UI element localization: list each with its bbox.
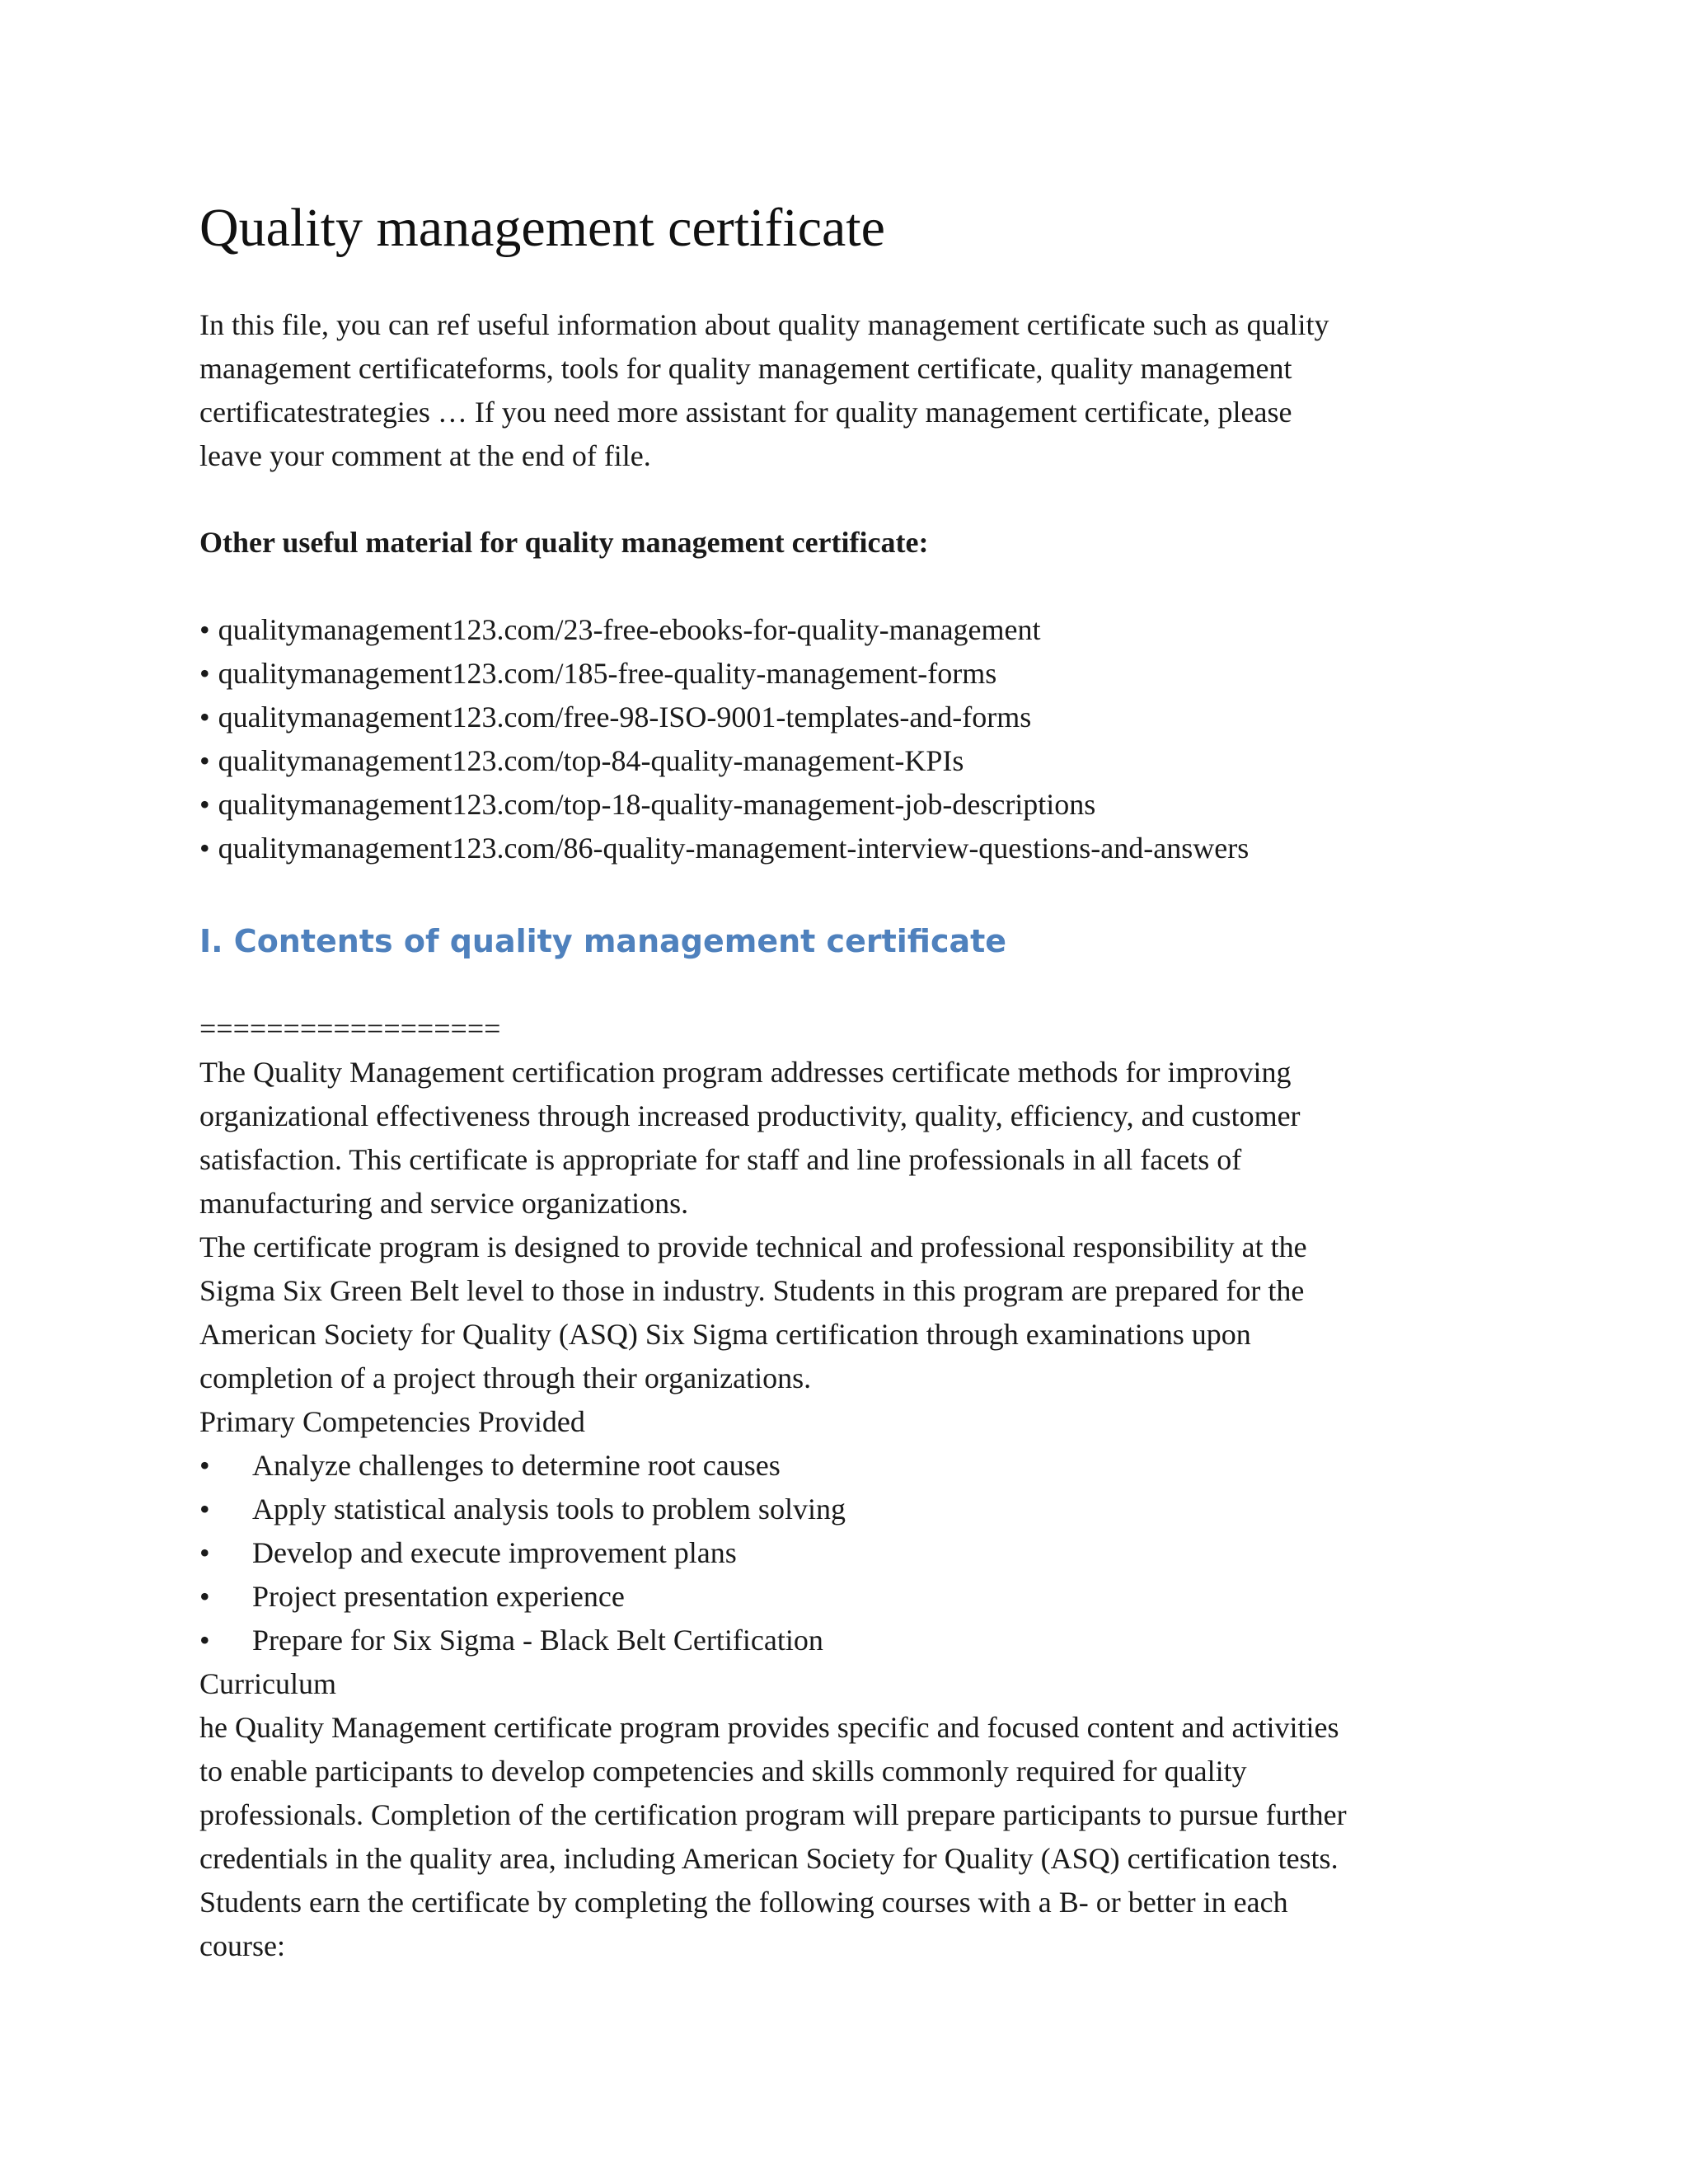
bullet-icon: • — [199, 788, 210, 821]
bullet-icon: • — [199, 701, 210, 733]
paragraph-line: he Quality Management certificate program provides specific and focused content and activities — [199, 1711, 1339, 1744]
intro-line: In this file, you can ref useful information about quality management certificate such as quality — [199, 308, 1329, 341]
competency-text: Project presentation experience — [252, 1580, 625, 1613]
resource-link-text[interactable]: qualitymanagement123.com/top-84-quality-management-KPIs — [218, 744, 964, 777]
paragraph-line: The Quality Management certification program addresses certificate methods for improving — [199, 1056, 1292, 1089]
resource-link-item[interactable] — [199, 827, 1518, 870]
bullet-icon: • — [199, 657, 210, 690]
resource-link-text[interactable]: qualitymanagement123.com/86-quality-management-interview-questions-and-answers — [218, 832, 1250, 865]
resource-link-item[interactable] — [199, 696, 1518, 739]
curriculum-heading-text: Curriculum — [199, 1667, 336, 1700]
competency-item — [199, 1488, 1518, 1531]
resource-link-text[interactable]: qualitymanagement123.com/top-18-quality-management-job-descriptions — [218, 788, 1096, 821]
competency-list — [199, 1444, 1518, 1662]
resource-link-item[interactable] — [199, 739, 1518, 783]
bullet-icon: • — [199, 1493, 210, 1526]
bullet-icon: • — [199, 832, 210, 865]
curriculum-heading — [199, 1662, 1518, 1706]
competencies-heading-text: Primary Competencies Provided — [199, 1405, 585, 1438]
paragraph-line: Students earn the certificate by completing the following courses with a B- or better in each — [199, 1886, 1288, 1919]
bullet-icon: • — [199, 1580, 210, 1613]
competency-text: Develop and execute improvement plans — [252, 1536, 737, 1569]
paragraph-line: professionals. Completion of the certification program will prepare participants to pursue further — [199, 1798, 1347, 1831]
bullet-icon: • — [199, 1624, 210, 1657]
bullet-icon: • — [199, 1536, 210, 1569]
other-material-heading: Other useful material for quality management certificate: — [199, 526, 929, 559]
paragraph-line: organizational effectiveness through increased productivity, quality, efficiency, and customer — [199, 1099, 1301, 1132]
resource-link-text[interactable]: qualitymanagement123.com/free-98-ISO-9001-templates-and-forms — [218, 701, 1032, 733]
resource-link-list — [199, 608, 1518, 870]
bullet-icon: • — [199, 1449, 210, 1482]
competency-item — [199, 1619, 1518, 1662]
document-title: Quality management certificate — [199, 198, 885, 258]
competency-text: Prepare for Six Sigma - Black Belt Certification — [252, 1624, 823, 1657]
bullet-icon: • — [199, 613, 210, 646]
paragraph-line: The certificate program is designed to provide technical and professional responsibility at the — [199, 1230, 1307, 1263]
paragraph-line: manufacturing and service organizations. — [199, 1187, 689, 1220]
competency-text: Analyze challenges to determine root causes — [252, 1449, 781, 1482]
resource-link-item[interactable] — [199, 783, 1518, 827]
separator-line: ================== — [199, 1012, 501, 1045]
paragraph-line: to enable participants to develop competencies and skills commonly required for quality — [199, 1755, 1247, 1788]
paragraph-line: credentials in the quality area, including American Society for Quality (ASQ) certification tests. — [199, 1842, 1339, 1875]
resource-link-text[interactable]: qualitymanagement123.com/23-free-ebooks-for-quality-management — [218, 613, 1041, 646]
resource-link-item[interactable] — [199, 652, 1518, 696]
section-heading-contents: I. Contents of quality management certificate — [199, 923, 1007, 959]
paragraph-program-design — [199, 1226, 1518, 1400]
paragraph-curriculum — [199, 1706, 1518, 1968]
paragraph-line: completion of a project through their organizations. — [199, 1361, 812, 1394]
competencies-heading — [199, 1400, 1518, 1444]
intro-line: certificatestrategies … If you need more assistant for quality management certificate, please — [199, 396, 1292, 429]
paragraph-line: American Society for Quality (ASQ) Six Sigma certification through examinations upon — [199, 1318, 1251, 1351]
paragraph-program-overview — [199, 1051, 1518, 1226]
competency-item — [199, 1575, 1518, 1619]
paragraph-line: satisfaction. This certificate is appropriate for staff and line professionals in all facets of — [199, 1143, 1242, 1176]
competency-item — [199, 1531, 1518, 1575]
resource-link-text[interactable]: qualitymanagement123.com/185-free-quality-management-forms — [218, 657, 997, 690]
document-content — [199, 191, 1518, 1968]
bullet-icon: • — [199, 744, 210, 777]
competency-item — [199, 1444, 1518, 1488]
paragraph-line: course: — [199, 1929, 285, 1962]
intro-line: leave your comment at the end of file. — [199, 439, 651, 472]
intro-paragraph — [199, 303, 1518, 478]
competency-text: Apply statistical analysis tools to problem solving — [252, 1493, 846, 1526]
resource-link-item[interactable] — [199, 608, 1518, 652]
paragraph-line: Sigma Six Green Belt level to those in industry. Students in this program are prepared for the — [199, 1274, 1305, 1307]
intro-line: management certificateforms, tools for quality management certificate, quality management — [199, 352, 1292, 385]
